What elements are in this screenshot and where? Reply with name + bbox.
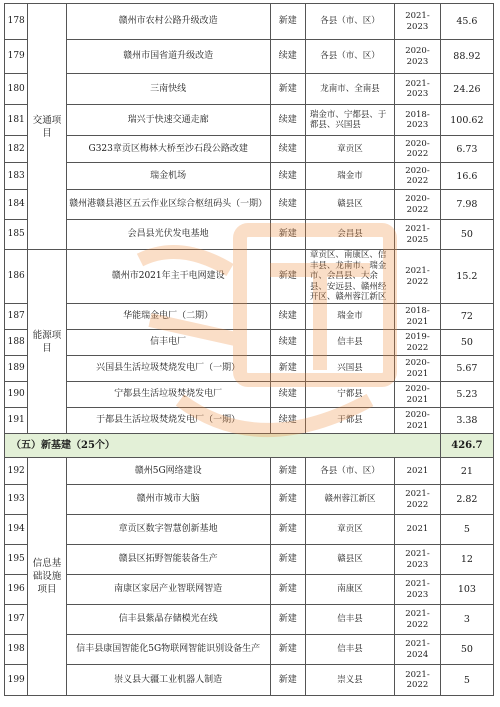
construction-type: 新建 (270, 575, 305, 605)
construction-period: 2021- 2023 (395, 74, 441, 105)
construction-type: 续建 (270, 190, 305, 220)
construction-period: 2019- 2022 (395, 330, 441, 356)
construction-type: 新建 (270, 458, 305, 485)
row-number: 188 (5, 330, 28, 356)
table-row (5, 408, 494, 434)
location: 会昌县 (305, 220, 394, 250)
location: 南康区 (305, 575, 394, 605)
location: 赣县区 (305, 190, 394, 220)
project-name: 宁都县生活垃圾焚烧发电厂 (66, 382, 270, 408)
location: 章贡区 (305, 515, 394, 545)
row-number: 185 (5, 220, 28, 250)
total-investment: 103 (440, 575, 493, 605)
row-number: 191 (5, 408, 28, 434)
construction-type: 新建 (270, 485, 305, 515)
total-investment: 88.92 (440, 40, 493, 74)
total-investment: 16.6 (440, 163, 493, 190)
project-name: 赣县区拓野智能装备生产 (66, 545, 270, 575)
row-number: 193 (5, 485, 28, 515)
row-number: 197 (5, 605, 28, 635)
table-row (5, 545, 494, 575)
construction-period: 2021- 2022 (395, 605, 441, 635)
project-name: 兴国县生活垃圾焚烧发电厂（一期） (66, 356, 270, 382)
construction-type: 新建 (270, 665, 305, 696)
project-table-container (4, 3, 494, 696)
total-investment: 5 (440, 515, 493, 545)
construction-type: 续建 (270, 163, 305, 190)
construction-period: 2020- 2021 (395, 382, 441, 408)
location: 瑞金市、宁都县、于都县、兴国县 (305, 105, 394, 136)
project-name: 会昌县光伏发电基地 (66, 220, 270, 250)
total-investment: 5.67 (440, 356, 493, 382)
location: 各县（市、区） (305, 458, 394, 485)
project-name: 赣州市农村公路升级改造 (66, 4, 270, 40)
table-row (5, 665, 494, 696)
row-number: 183 (5, 163, 28, 190)
construction-period: 2020- 2023 (395, 40, 441, 74)
table-row (5, 330, 494, 356)
total-investment: 21 (440, 458, 493, 485)
location: 各县（市、区） (305, 4, 394, 40)
table-row (5, 220, 494, 250)
total-investment: 24.26 (440, 74, 493, 105)
construction-period: 2020- 2021 (395, 408, 441, 434)
construction-type: 续建 (270, 40, 305, 74)
construction-period: 2020- 2022 (395, 136, 441, 163)
row-number: 192 (5, 458, 28, 485)
table-row (5, 74, 494, 105)
total-investment: 72 (440, 304, 493, 330)
construction-period: 2021- 2022 (395, 485, 441, 515)
construction-type: 新建 (270, 4, 305, 40)
total-investment: 12 (440, 545, 493, 575)
total-investment: 3 (440, 605, 493, 635)
location: 赣县区 (305, 545, 394, 575)
project-name: 于都县生活垃圾焚烧发电厂（一期） (66, 408, 270, 434)
location: 赣州蓉江新区 (305, 485, 394, 515)
row-number: 178 (5, 4, 28, 40)
construction-type: 新建 (270, 356, 305, 382)
project-table-body (5, 4, 494, 696)
construction-type: 续建 (270, 408, 305, 434)
row-number: 179 (5, 40, 28, 74)
construction-period: 2021 (395, 515, 441, 545)
project-name: 赣州市城市大脑 (66, 485, 270, 515)
construction-type: 新建 (270, 635, 305, 665)
construction-period: 2021- 2023 (395, 545, 441, 575)
project-name: 赣州港赣县港区五云作业区综合枢纽码头（一期） (66, 190, 270, 220)
location: 瑞金市 (305, 304, 394, 330)
table-row (5, 4, 494, 40)
table-row (5, 136, 494, 163)
project-name: 瑞兴于快速交通走廊 (66, 105, 270, 136)
location: 于都县 (305, 408, 394, 434)
total-investment: 50 (440, 330, 493, 356)
location: 信丰县 (305, 605, 394, 635)
category-info-infrastructure: 信息基础设施项目 (28, 458, 66, 696)
total-investment: 15.2 (440, 250, 493, 304)
project-name: 信丰县紫晶存储模光在线 (66, 605, 270, 635)
project-name: 章贡区数字智慧创新基地 (66, 515, 270, 545)
construction-period: 2020- 2022 (395, 190, 441, 220)
table-row (5, 458, 494, 485)
section-total: 426.7 (440, 434, 493, 458)
construction-type: 续建 (270, 136, 305, 163)
total-investment: 100.62 (440, 105, 493, 136)
category-traffic: 交通项目 (28, 4, 66, 250)
construction-type: 新建 (270, 605, 305, 635)
table-row (5, 575, 494, 605)
table-row (5, 105, 494, 136)
location: 章贡区 (305, 136, 394, 163)
row-number: 195 (5, 545, 28, 575)
section-row (5, 434, 494, 458)
row-number: 196 (5, 575, 28, 605)
total-investment: 2.82 (440, 485, 493, 515)
row-number: 180 (5, 74, 28, 105)
project-name: 赣州市2021年主干电网建设 (66, 250, 270, 304)
location: 各县（市、区） (305, 40, 394, 74)
project-name: 赣州市国省道升级改造 (66, 40, 270, 74)
table-row (5, 382, 494, 408)
location: 兴国县 (305, 356, 394, 382)
project-name: 三南快线 (66, 74, 270, 105)
total-investment: 7.98 (440, 190, 493, 220)
table-row (5, 485, 494, 515)
table-row (5, 190, 494, 220)
location: 宁都县 (305, 382, 394, 408)
row-number: 182 (5, 136, 28, 163)
total-investment: 45.6 (440, 4, 493, 40)
total-investment: 5.23 (440, 382, 493, 408)
row-number: 199 (5, 665, 28, 696)
project-name: 信丰县康国智能化5G物联网智能识别设备生产 (66, 635, 270, 665)
construction-type: 续建 (270, 382, 305, 408)
location: 信丰县 (305, 635, 394, 665)
total-investment: 3.38 (440, 408, 493, 434)
location: 龙南市、全南县 (305, 74, 394, 105)
total-investment: 6.73 (440, 136, 493, 163)
construction-type: 续建 (270, 304, 305, 330)
table-row (5, 605, 494, 635)
project-name: 崇义县大疆工业机器人制造 (66, 665, 270, 696)
project-name: 瑞金机场 (66, 163, 270, 190)
location: 瑞金市 (305, 163, 394, 190)
table-row (5, 356, 494, 382)
construction-period: 2021- 2023 (395, 4, 441, 40)
table-row (5, 163, 494, 190)
section-title: （五）新基建（25个） (5, 434, 441, 458)
construction-type: 续建 (270, 330, 305, 356)
construction-period: 2021- 2022 (395, 250, 441, 304)
total-investment: 50 (440, 220, 493, 250)
construction-period: 2021- 2025 (395, 220, 441, 250)
project-name: G323章贡区梅林大桥至沙石段公路改建 (66, 136, 270, 163)
construction-type: 新建 (270, 545, 305, 575)
row-number: 186 (5, 250, 28, 304)
construction-period: 2021 (395, 458, 441, 485)
construction-period: 2020- 2021 (395, 356, 441, 382)
project-name: 华能瑞金电厂（二期） (66, 304, 270, 330)
table-row (5, 304, 494, 330)
project-name: 信丰电厂 (66, 330, 270, 356)
construction-period: 2021- 2023 (395, 575, 441, 605)
table-row (5, 40, 494, 74)
location: 信丰县 (305, 330, 394, 356)
construction-type: 续建 (270, 105, 305, 136)
construction-type: 新建 (270, 74, 305, 105)
construction-period: 2018- 2021 (395, 304, 441, 330)
project-name: 赣州5G网络建设 (66, 458, 270, 485)
location: 崇义县 (305, 665, 394, 696)
row-number: 194 (5, 515, 28, 545)
row-number: 190 (5, 382, 28, 408)
row-number: 187 (5, 304, 28, 330)
row-number: 189 (5, 356, 28, 382)
row-number: 181 (5, 105, 28, 136)
construction-period: 2021- 2022 (395, 665, 441, 696)
construction-period: 2020- 2022 (395, 163, 441, 190)
category-energy: 能源项目 (28, 250, 66, 434)
total-investment: 5 (440, 665, 493, 696)
table-row (5, 515, 494, 545)
construction-period: 2018- 2023 (395, 105, 441, 136)
construction-type: 新建 (270, 220, 305, 250)
construction-type: 新建 (270, 250, 305, 304)
construction-type: 新建 (270, 515, 305, 545)
project-table (4, 3, 494, 696)
location: 章贡区、南康区、信丰县、龙南市、瑞金市、会昌县、大余县、安远县、赣州经开区、赣州蓉江新区 (305, 250, 394, 304)
project-name: 南康区家居产业智联网智造 (66, 575, 270, 605)
table-row (5, 635, 494, 665)
row-number: 198 (5, 635, 28, 665)
total-investment: 50 (440, 635, 493, 665)
row-number: 184 (5, 190, 28, 220)
table-row (5, 250, 494, 304)
construction-period: 2021- 2024 (395, 635, 441, 665)
